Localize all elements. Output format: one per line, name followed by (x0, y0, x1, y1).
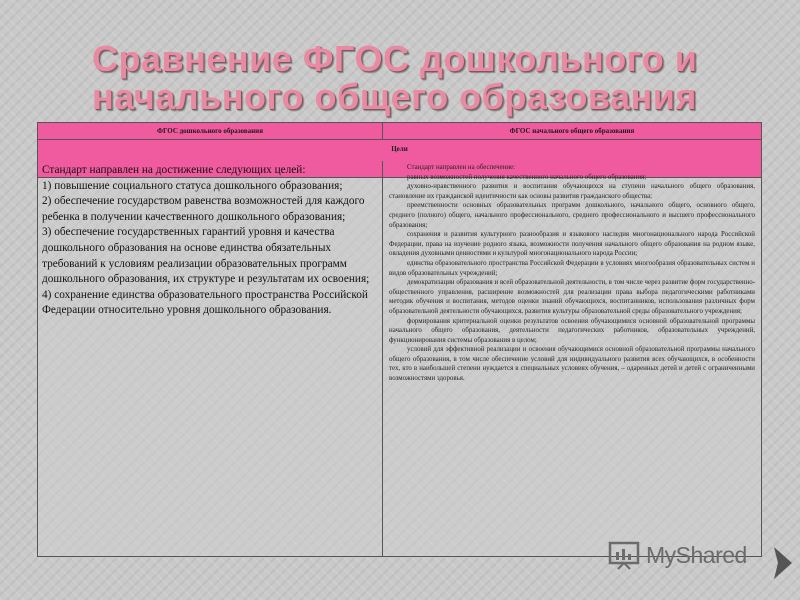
header-primary: ФГОС начального общего образования (509, 127, 635, 135)
primary-paragraph: формирования критериальной оценки результатов освоения обучающимися основной образовательной программы начального общего образования, деятельности педагогических работников, образовательных учреждений, функционирования системы образования в целом; (389, 317, 755, 344)
primary-paragraph: равных возможностей получения качественного начального общего образования; (407, 173, 647, 181)
slide-title-line-2: начального общего образования (92, 76, 697, 117)
preschool-goals-cell (38, 161, 383, 556)
chevron-right-icon (772, 545, 794, 581)
preschool-paragraph: 4) сохранение единства образовательного пространства Российской Федерации относительно уровня дошкольного образования. (42, 288, 368, 317)
primary-paragraph: преемственности основных образовательных программ дошкольного, начального общего, основного общего, среднего (полного) общего, начального профессионального, среднего профессионального и высшего профессионального образования; (389, 202, 755, 229)
comparison-table (37, 122, 762, 557)
slide-title (92, 40, 732, 116)
primary-goals-cell (383, 161, 761, 556)
primary-paragraph: демократизации образования и всей образовательной деятельности, в том числе через развитие форм государственно-общественного управления, расширение возможностей для реализации права выбора педагогическими работниками методик обучения и воспитания, методов оценки знаний обучающихся, воспитанников, использования различных форм образовательной деятельности обучающихся, развития культуры образовательной среды образовательного учреждения; (389, 279, 755, 315)
header-preschool: ФГОС дошкольного образования (38, 123, 383, 139)
preschool-paragraph: 3) обеспечение государственных гарантий уровня и качества дошкольного образования на основе единства обязательных требований к условиям реализации образовательных программ дошкольного образования, их структуре и результатам их освоения; (42, 226, 370, 286)
preschool-paragraph: 1) повышение социального статуса дошкольного образования; (42, 179, 343, 192)
primary-paragraph: Стандарт направлен на обеспечение: (407, 164, 515, 171)
watermark-text: MyShared (646, 542, 747, 568)
primary-paragraph: духовно-нравственного развития и воспитания обучающихся на ступени начального общего образования, становление их гражданской идентичности как основы развития гражданского общества; (389, 183, 755, 200)
primary-paragraph: условий для эффективной реализации и освоения обучающимися основной образовательной программы начального общего образования, в том числе обеспечение условий для индивидуального развития всех обучающихся, в особенности тех, кто в наибольшей степени нуждается в специальных условиях обучения, – одаренных детей и детей с ограниченными возможностями здоровья. (389, 346, 755, 383)
slide-title-line-1: Сравнение ФГОС дошкольного и (92, 38, 698, 79)
table-header-row (38, 123, 761, 140)
presentation-chart-icon (608, 540, 642, 570)
preschool-paragraph: Стандарт направлен на достижение следующих целей: (42, 164, 306, 176)
preschool-paragraph: 2) обеспечение государством равенства возможностей для каждого ребенка в получении качественного дошкольного образования; (42, 195, 365, 223)
primary-paragraph: сохранения и развития культурного разнообразия и языкового наследия многонационального народа Российской Федерации, права на изучение родного языка, возможности получения начального общего образования на родном языке, овладения духовными ценностями и культурой многонационального народа России; (389, 231, 755, 258)
goals-row: Цели (38, 140, 761, 178)
primary-paragraph: единства образовательного пространства Российской Федерации в условиях многообразия образовательных систем и видов образовательных учреждений; (389, 259, 755, 277)
